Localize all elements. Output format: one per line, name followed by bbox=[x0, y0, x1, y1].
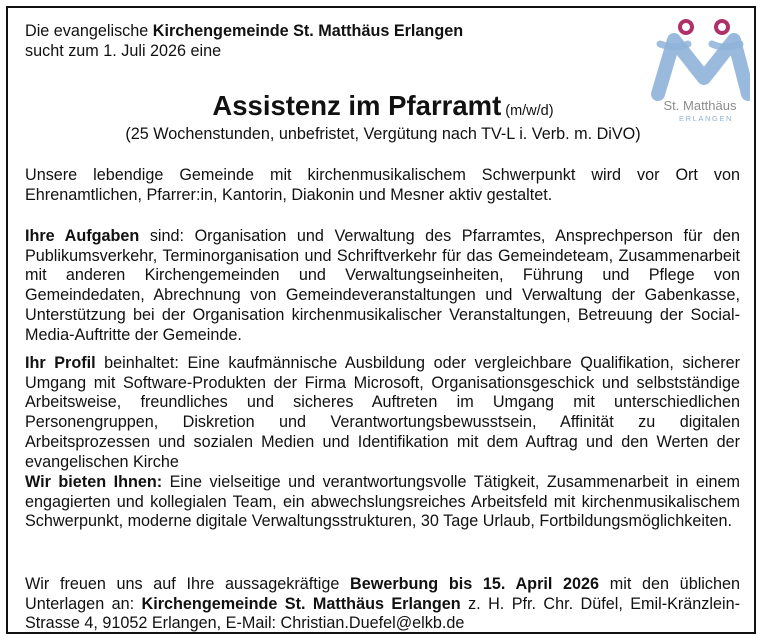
closing-org-name: Kirchengemeinde St. Matthäus Erlangen bbox=[141, 594, 461, 613]
tasks-text: sind: Organisation und Verwaltung des Pfarramtes, Ansprechperson für den Publikumsverkehr, Terminorganisation und Schriftverkehr für das Gemeindeteam, Zusammenarbeit mit anderen Kirchengemeinden und Verwaltungseinheiten, Führung und Pflege von Gemeindedaten, Abrechnung von Gemeindeveranstaltungen und Verwaltung der Gabenkasse, Unterstützung bei der Organisation kirchenmusikalischer Veranstaltungen, Betreuung der Social-Media-Auftritte der Gemeinde. bbox=[25, 227, 740, 344]
tasks-paragraph bbox=[25, 227, 740, 345]
intro-paragraph: Unsere lebendige Gemeinde mit kirchenmusikalischem Schwerpunkt wird vor Ort von Ehrenamtlichen, Pfarrer:in, Kantorin, Diakonin und Mesner aktiv gestaltet. bbox=[25, 166, 740, 204]
logo-heads bbox=[680, 21, 728, 33]
logo-arms bbox=[660, 44, 740, 47]
tasks-label: Ihre Aufgaben bbox=[25, 227, 140, 245]
profile-text: beinhaltet: Eine kaufmännische Ausbildung oder vergleichbare Qualifikation, sicherer Umgang mit Software-Produkten der Firma Microsoft, Organisationsgeschick und selbstständige Arbeitsweise, freundliches und sicheres Auftreten im Umgang mit unterschiedlichen Personengruppen, Diskretion und Verantwortungsbewusstsein, Affinität zu digitalen Arbeitsprozessen und sozialen Medien und Identifikation mit dem Auftrag und den Werten der evangelischen Kirche bbox=[25, 354, 740, 471]
offer-text: Eine vielseitige und verantwortungsvolle Tätigkeit, Zusammenarbeit in einem engagierten und kollegialen Team, ein abwechslungsreiches Arbeitsfeld mit kirchenmusikalischem Schwerpunkt, moderne digitale Verwaltungsstrukturen, 30 Tage Urlaub, Fortbildungsmöglichkeiten. bbox=[25, 473, 740, 531]
header-org-name: Kirchengemeinde St. Matthäus Erlangen bbox=[152, 22, 464, 40]
logo-head-right bbox=[716, 21, 728, 33]
application-deadline: Bewerbung bis 15. April 2026 bbox=[350, 575, 600, 593]
closing-part1: Wir freuen uns auf Ihre aussagekräftige bbox=[25, 575, 351, 593]
header-prefix: Die evangelische bbox=[25, 22, 153, 40]
job-advertisement bbox=[6, 6, 756, 634]
offer-label: Wir bieten Ihnen: bbox=[25, 473, 163, 491]
logo-city: ERLANGEN bbox=[678, 114, 734, 123]
closing-paragraph bbox=[25, 575, 740, 634]
job-title-main: Assistenz im Pfarramt bbox=[212, 90, 502, 121]
logo-head-left bbox=[680, 21, 692, 33]
closing-contact: z. H. Pfr. Chr. Düfel, Emil-Kränzlein-Strasse 4, 91052 Erlangen, E-Mail: Christian.Duefel@elkb.de bbox=[25, 594, 740, 633]
job-conditions: (25 Wochenstunden, unbefristet, Vergütung nach TV-L i. Verb. m. DiVO) bbox=[125, 125, 641, 143]
logo-name: St. Matthäus bbox=[663, 98, 737, 113]
header-intro bbox=[25, 22, 625, 61]
header-line2: sucht zum 1. Juli 2026 eine bbox=[25, 41, 222, 60]
profile-paragraph bbox=[25, 354, 740, 472]
closing-part2: mit den üblichen Unterlagen an: bbox=[25, 575, 740, 613]
offer-paragraph bbox=[25, 473, 740, 532]
job-title-suffix: (m/w/d) bbox=[505, 103, 554, 119]
profile-label: Ihr Profil bbox=[25, 354, 96, 372]
job-title bbox=[8, 90, 758, 122]
